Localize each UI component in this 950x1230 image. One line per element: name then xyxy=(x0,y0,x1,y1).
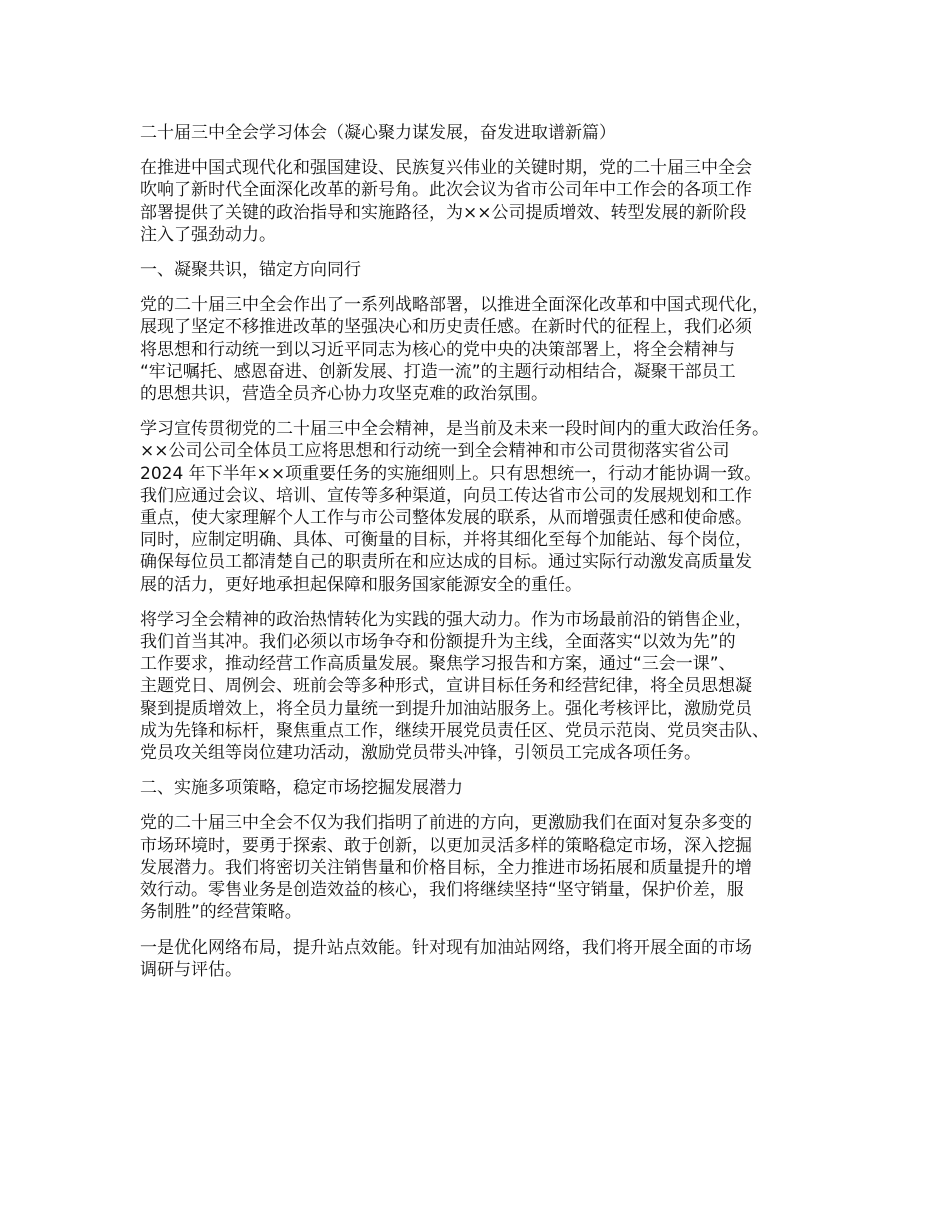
intro-paragraph xyxy=(140,157,830,246)
text-line: 党的二十届三中全会作出了一系列战略部署，以推进全面深化改革和中国式现代化， xyxy=(140,295,769,316)
text-line: 效行动。零售业务是创造效益的核心，我们将继续坚持“坚守销量，保护价差，服 xyxy=(140,880,744,901)
heading-line: 二、实施多项策略，稳定市场挖掘发展潜力 xyxy=(140,778,463,799)
section-2-paragraph-1 xyxy=(140,812,830,923)
text-line: 确保每位员工都清楚自己的职责所在和应达成的目标。通过实际行动激发高质量发 xyxy=(140,552,752,573)
text-line: 主题党日、周例会、班前会等多种形式，宣讲目标任务和经营纪律，将全员思想凝 xyxy=(140,676,752,697)
text-line: 党的二十届三中全会不仅为我们指明了前进的方向，更激励我们在面对复杂多变的 xyxy=(140,813,752,834)
section-1-paragraph-3 xyxy=(140,609,830,764)
text-line: 的思想共识，营造全员齐心协力攻坚克难的政治氛围。 xyxy=(140,384,548,405)
section-1-heading xyxy=(140,259,830,281)
text-line: 2024 年下半年××项重要任务的实施细则上。只有思想统一，行动才能协调一致。 xyxy=(140,463,762,484)
text-line: ××公司公司全体员工应将思想和行动统一到全会精神和市公司贯彻落实省公司 xyxy=(140,441,730,462)
text-line: 市场环境时，要勇于探索、敢于创新，以更加灵活多样的策略稳定市场，深入挖掘 xyxy=(140,835,752,856)
text-line: “牢记嘱托、感恩奋进、创新发展、打造一流”的主题行动相结合，凝聚干部员工 xyxy=(140,361,736,382)
text-line: 聚到提质增效上，将全员力量统一到提升加油站服务上。强化考核评比，激励党员 xyxy=(140,698,752,719)
section-1-paragraph-2 xyxy=(140,418,830,596)
section-2-paragraph-2 xyxy=(140,937,830,981)
text-line: 注入了强劲动力。 xyxy=(140,224,276,245)
text-line: 发展潜力。我们将密切关注销售量和价格目标，全力推进市场拓展和质量提升的增 xyxy=(140,857,752,878)
text-line: 展的活力，更好地承担起保障和服务国家能源安全的重任。 xyxy=(140,574,582,595)
text-line: 成为先锋和标杆，聚焦重点工作，继续开展党员责任区、党员示范岗、党员突击队、 xyxy=(140,720,769,741)
text-line: 调研与评估。 xyxy=(140,959,242,980)
text-line: 一是优化网络布局，提升站点效能。针对现有加油站网络，我们将开展全面的市场 xyxy=(140,937,752,958)
text-line: 将学习全会精神的政治热情转化为实践的强大动力。作为市场最前沿的销售企业， xyxy=(140,609,752,630)
text-line: 同时，应制定明确、具体、可衡量的目标，并将其细化至每个加能站、每个岗位， xyxy=(140,530,752,551)
document-title xyxy=(140,122,830,144)
section-2-heading xyxy=(140,777,830,799)
text-line: 我们首当其冲。我们必须以市场争夺和份额提升为主线，全面落实“以效为先”的 xyxy=(140,632,736,653)
text-line: 工作要求，推动经营工作高质量发展。聚焦学习报告和方案，通过“三会一课”、 xyxy=(140,654,736,675)
title-line: 二十届三中全会学习体会（凝心聚力谋发展，奋发进取谱新篇） xyxy=(140,123,616,143)
text-line: 部署提供了关键的政治指导和实施路径，为××公司提质增效、转型发展的新阶段 xyxy=(140,202,747,223)
heading-line: 一、凝聚共识，锚定方向同行 xyxy=(140,260,361,281)
section-1-paragraph-1 xyxy=(140,294,830,405)
text-line: 党员攻关组等岗位建功活动，激励党员带头冲锋，引领员工完成各项任务。 xyxy=(140,743,701,764)
text-line: 我们应通过会议、培训、宣传等多种渠道，向员工传达省市公司的发展规划和工作 xyxy=(140,485,752,506)
text-line: 务制胜”的经营策略。 xyxy=(140,902,302,923)
document-page xyxy=(140,122,830,994)
text-line: 吹响了新时代全面深化改革的新号角。此次会议为省市公司年中工作会的各项工作 xyxy=(140,180,752,201)
text-line: 将思想和行动统一到以习近平同志为核心的党中央的决策部署上，将全会精神与 xyxy=(140,339,735,360)
text-line: 学习宣传贯彻党的二十届三中全会精神，是当前及未来一段时间内的重大政治任务。 xyxy=(140,419,769,440)
text-line: 展现了坚定不移推进改革的坚强决心和历史责任感。在新时代的征程上，我们必须 xyxy=(140,317,752,338)
text-line: 重点，使大家理解个人工作与市公司整体发展的联系，从而增强责任感和使命感。 xyxy=(140,508,752,529)
text-line: 在推进中国式现代化和强国建设、民族复兴伟业的关键时期，党的二十届三中全会 xyxy=(140,158,752,179)
